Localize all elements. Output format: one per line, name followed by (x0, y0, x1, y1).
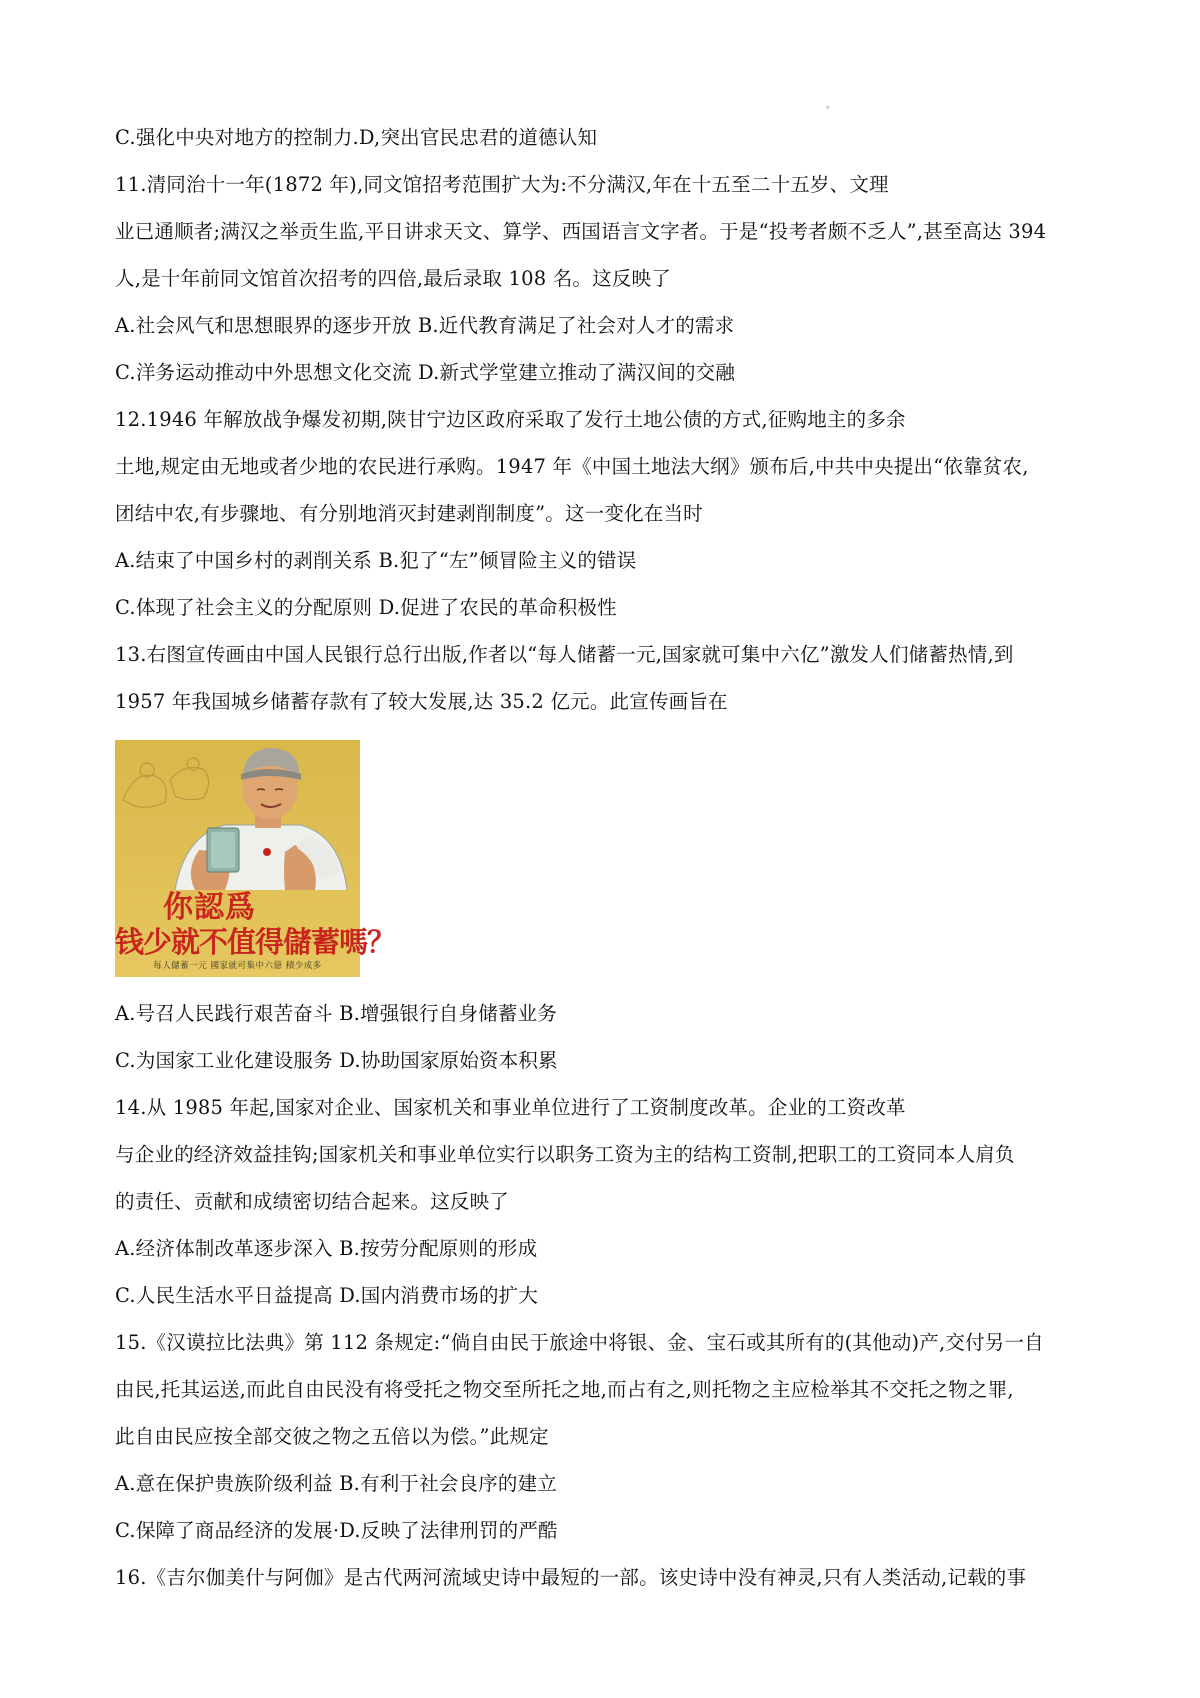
savings-poster-image (115, 740, 396, 977)
text-line: 团结中农,有步骤地、有分别地消灭封建剥削制度”。这一变化在当时 (115, 502, 703, 525)
option-line: C.洋务运动推动中外思想文化交流 D.新式学堂建立推动了满汉间的交融 (115, 361, 736, 384)
option-line: C.为国家工业化建设服务 D.协助国家原始资本积累 (115, 1049, 558, 1072)
text-line: 此自由民应按全部交彼之物之五倍以为偿。”此规定 (115, 1425, 549, 1448)
option-line: A.经济体制改革逐步深入 B.按劳分配原则的形成 (115, 1237, 538, 1260)
question-13-line: 13.右图宣传画由中国人民银行总行出版,作者以“每人储蓄一元,国家就可集中六亿”激发人们储蓄热情,到 (115, 643, 1014, 666)
text-line: 人,是十年前同文馆首次招考的四倍,最后录取 108 名。这反映了 (115, 267, 671, 290)
poster-caption: 每人儲蓄一元 國家就可集中六億 積少成多 (153, 961, 322, 971)
text-line: C.强化中央对地方的控制力.D,突出官民忠君的道德认知 (115, 126, 598, 149)
question-11-line: 11.清同治十一年(1872 年),同文馆招考范围扩大为:不分满汉,年在十五至二十五岁、文理 (115, 173, 889, 196)
question-15-line: 15.《汉谟拉比法典》第 112 条规定:“倘自由民于旅途中将银、金、宝石或其所有的(其他动)产,交付另一自 (115, 1331, 1044, 1354)
poster-headline-2: 钱少就不值得儲蓄嗎？ (115, 925, 396, 959)
text-line: 1957 年我国城乡储蓄存款有了较大发展,达 35.2 亿元。此宣传画旨在 (115, 690, 728, 713)
question-16-line: 16.《吉尔伽美什与阿伽》是古代两河流域史诗中最短的一部。该史诗中没有神灵,只有人类活动,记载的事 (115, 1566, 1027, 1589)
text-line: 的责任、贡献和成绩密切结合起来。这反映了 (115, 1190, 510, 1213)
option-line: A.社会风气和思想眼界的逐步开放 B.近代教育满足了社会对人才的需求 (115, 314, 735, 337)
option-line: C.体现了社会主义的分配原则 D.促进了农民的革命积极性 (115, 596, 617, 619)
page-mark: 。 (826, 100, 836, 111)
question-14-line: 14.从 1985 年起,国家对企业、国家机关和事业单位进行了工资制度改革。企业的工资改革 (115, 1096, 906, 1119)
text-line: 土地,规定由无地或者少地的农民进行承购。1947 年《中国土地法大纲》颁布后,中共中央提出“依靠贫农, (115, 455, 1029, 478)
option-line: A.结束了中国乡村的剥削关系 B.犯了“左”倾冒险主义的错误 (115, 549, 637, 572)
option-line: A.号召人民践行艰苦奋斗 B.增强银行自身储蓄业务 (115, 1002, 558, 1025)
text-line: 与企业的经济效益挂钩;国家机关和事业单位实行以职务工资为主的结构工资制,把职工的工资同本人肩负 (115, 1143, 1015, 1166)
text-line: 业已通顺者;满汉之举贡生监,平日讲求天文、算学、西国语言文字者。于是“投考者颇不乏人”,甚至高达 394 (115, 220, 1047, 243)
option-line: C.保障了商品经济的发展·D.反映了法律刑罚的严酷 (115, 1519, 558, 1542)
question-12-line: 12.1946 年解放战争爆发初期,陕甘宁边区政府采取了发行土地公债的方式,征购地主的多余 (115, 408, 906, 431)
poster-headline-1: 你認爲 (163, 890, 256, 925)
option-line: A.意在保护贵族阶级利益 B.有利于社会良序的建立 (115, 1472, 558, 1495)
text-line: 由民,托其运送,而此自由民没有将受托之物交至所托之地,而占有之,则托物之主应检举其不交托之物之罪, (115, 1378, 1014, 1401)
option-line: C.人民生活水平日益提高 D.国内消费市场的扩大 (115, 1284, 539, 1307)
